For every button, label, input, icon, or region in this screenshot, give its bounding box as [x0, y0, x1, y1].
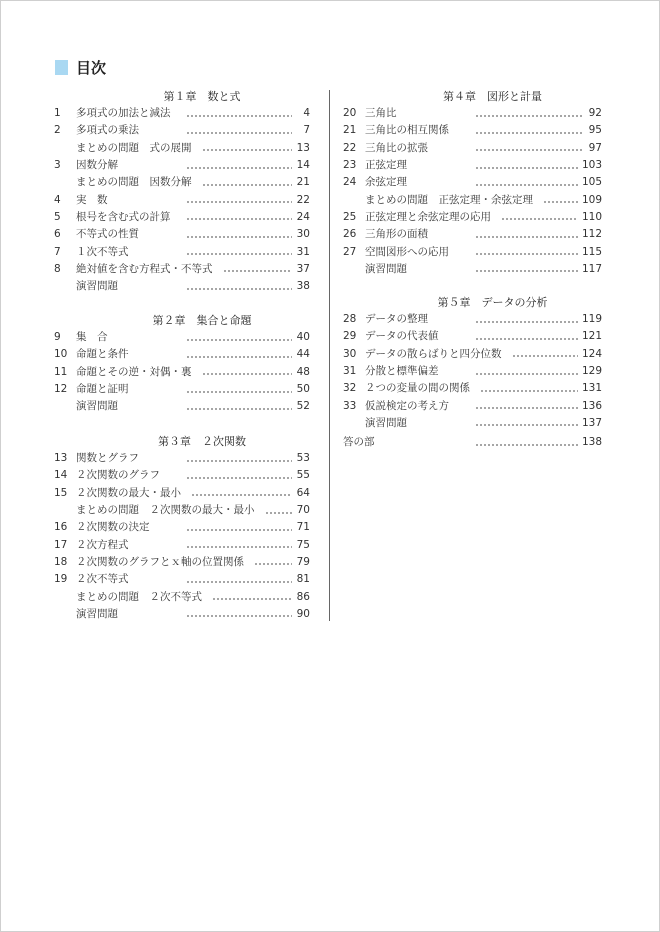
toc-entry[interactable] — [343, 346, 602, 363]
column-divider — [329, 90, 330, 621]
toc-entry[interactable] — [343, 243, 602, 260]
toc-entry[interactable] — [343, 328, 602, 345]
entry-title: 因数分解 — [76, 159, 118, 172]
entry-title: 演習問題 — [76, 400, 118, 413]
entry-title: データの散らばりと四分位数 — [365, 347, 502, 360]
dot-leader — [480, 390, 578, 392]
entry-number: 31 — [343, 365, 357, 378]
toc-entry[interactable] — [343, 105, 602, 122]
chapter-section — [343, 88, 602, 278]
dot-leader — [501, 218, 578, 220]
toc-entry[interactable] — [54, 536, 310, 553]
toc-entry[interactable] — [343, 434, 602, 451]
toc-entry[interactable] — [54, 588, 310, 605]
entry-title: 答の部 — [343, 436, 375, 449]
entry-number: 19 — [54, 573, 68, 586]
entry-title: ２次関数の最大・最小 — [76, 486, 181, 499]
toc-entry[interactable] — [343, 174, 602, 191]
entry-page: 138 — [581, 436, 602, 449]
chapter-heading: 第３章 ２次関数 — [158, 435, 246, 448]
toc-entry[interactable] — [54, 346, 310, 363]
toc-entry[interactable] — [343, 140, 602, 157]
dot-leader — [186, 615, 292, 617]
entry-title: 命題と条件 — [76, 348, 129, 361]
toc-entry[interactable] — [54, 174, 310, 191]
entry-page: 24 — [296, 210, 310, 223]
toc-entry[interactable] — [54, 329, 310, 346]
entry-title: ２次不等式 — [76, 573, 129, 586]
entry-title: 演習問題 — [76, 607, 118, 620]
chapter-section — [54, 312, 310, 415]
entry-number: 2 — [54, 124, 61, 137]
entry-page: 64 — [296, 486, 310, 499]
toc-entry[interactable] — [54, 381, 310, 398]
entry-page: 119 — [581, 313, 602, 326]
entry-number: 30 — [343, 347, 357, 360]
entry-number: 21 — [343, 124, 357, 137]
entry-number: 27 — [343, 245, 357, 258]
entry-title: 正弦定理 — [365, 159, 407, 172]
entry-page: 14 — [296, 159, 310, 172]
entry-title: 根号を含む式の計算 — [76, 210, 171, 223]
entry-title: 三角比の相互関係 — [365, 124, 449, 137]
page-title: 目次 — [76, 59, 107, 77]
dot-leader — [475, 132, 584, 134]
entry-title: まとめの問題 ２次不等式 — [76, 590, 202, 603]
entry-number: 25 — [343, 210, 357, 223]
entry-page: 124 — [581, 347, 602, 360]
toc-entry[interactable] — [54, 364, 310, 381]
dot-leader — [186, 201, 292, 203]
entry-title: 三角比の拡張 — [365, 141, 428, 154]
entry-title: 命題とその逆・対偶・裏 — [76, 365, 192, 378]
dot-leader — [202, 184, 293, 186]
entry-page: 105 — [581, 176, 602, 189]
dot-leader — [186, 460, 292, 462]
toc-entry[interactable] — [54, 226, 310, 243]
entry-page: 79 — [296, 555, 310, 568]
dot-leader — [186, 356, 292, 358]
chapter-heading: 第１章 数と式 — [163, 90, 241, 103]
entry-number: 20 — [343, 107, 357, 120]
dot-leader — [475, 373, 578, 375]
entry-number: 16 — [54, 521, 68, 534]
toc-entry[interactable] — [54, 261, 310, 278]
entry-title: 演習問題 — [76, 280, 118, 293]
entry-number: 26 — [343, 228, 357, 241]
toc-entry[interactable] — [54, 278, 310, 295]
chapter-section — [343, 294, 602, 432]
entry-page: 75 — [296, 538, 310, 551]
dot-leader — [475, 338, 578, 340]
toc-entry[interactable] — [54, 157, 310, 174]
dot-leader — [475, 270, 578, 272]
chapter-section — [54, 433, 310, 623]
toc-entry[interactable] — [54, 191, 310, 208]
entry-title: 実 数 — [76, 193, 108, 206]
dot-leader — [186, 288, 292, 290]
entry-page: 112 — [581, 228, 602, 241]
entry-title: 関数とグラフ — [76, 452, 139, 465]
dot-leader — [186, 115, 292, 117]
dot-leader — [186, 408, 292, 410]
toc-entry[interactable] — [54, 519, 310, 536]
dot-leader — [543, 201, 578, 203]
chapter-section — [54, 88, 310, 295]
entry-title: 絶対値を含む方程式・不等式 — [76, 262, 213, 275]
entry-number: 7 — [54, 245, 61, 258]
entry-page: 30 — [296, 228, 310, 241]
entry-title: 三角比 — [365, 107, 397, 120]
toc-title — [55, 57, 106, 78]
entry-title: データの整理 — [365, 313, 428, 326]
toc-entry[interactable] — [54, 467, 310, 484]
entry-page: 103 — [581, 159, 602, 172]
chapter-heading: 第２章 集合と命題 — [152, 314, 252, 327]
entry-page: 115 — [581, 245, 602, 258]
dot-leader — [186, 529, 292, 531]
dot-leader — [475, 253, 578, 255]
dot-leader — [475, 321, 578, 323]
entry-title: 命題と証明 — [76, 383, 129, 396]
entry-title: 余弦定理 — [365, 176, 407, 189]
toc-entry[interactable] — [343, 397, 602, 414]
entry-number: 4 — [54, 193, 61, 206]
entry-page: 71 — [296, 521, 310, 534]
entry-title: 集 合 — [76, 331, 108, 344]
dot-leader — [191, 494, 292, 496]
toc-entry[interactable] — [343, 415, 602, 432]
entry-title: 多項式の乗法 — [76, 124, 139, 137]
dot-leader — [512, 355, 578, 357]
dot-leader — [186, 236, 292, 238]
entry-number: 12 — [54, 383, 68, 396]
entry-number: 33 — [343, 399, 357, 412]
entry-title: ２つの変量の間の関係 — [365, 382, 470, 395]
toc-entry[interactable] — [54, 571, 310, 588]
dot-leader — [254, 563, 292, 565]
entry-title: ２次方程式 — [76, 538, 129, 551]
chapter-section — [343, 434, 602, 451]
entry-title: ２次関数の決定 — [76, 521, 150, 534]
dot-leader — [475, 444, 578, 446]
toc-entry[interactable] — [54, 243, 310, 260]
entry-page: 131 — [581, 382, 602, 395]
toc-entry[interactable] — [54, 450, 310, 467]
dot-leader — [475, 167, 578, 169]
dot-leader — [186, 132, 292, 134]
entry-page: 109 — [581, 193, 602, 206]
entry-page: 81 — [296, 573, 310, 586]
toc-entry[interactable] — [54, 398, 310, 415]
toc-entry[interactable] — [343, 380, 602, 397]
entry-number: 24 — [343, 176, 357, 189]
entry-page: 121 — [581, 330, 602, 343]
entry-page: 136 — [581, 399, 602, 412]
dot-leader — [186, 253, 292, 255]
toc-entry[interactable] — [343, 191, 602, 208]
dot-leader — [186, 339, 292, 341]
entry-page: 92 — [588, 107, 602, 120]
entry-title: １次不等式 — [76, 245, 129, 258]
dot-leader — [186, 391, 292, 393]
entry-number: 6 — [54, 228, 61, 241]
toc-entry[interactable] — [54, 122, 310, 139]
toc-entry[interactable] — [54, 554, 310, 571]
entry-title: データの代表値 — [365, 330, 439, 343]
entry-number: 9 — [54, 331, 61, 344]
entry-page: 21 — [296, 176, 310, 189]
dot-leader — [202, 373, 293, 375]
dot-leader — [223, 270, 293, 272]
dot-leader — [475, 184, 578, 186]
entry-title: 仮説検定の考え方 — [365, 399, 449, 412]
entry-number: 1 — [54, 107, 61, 120]
entry-number: 23 — [343, 159, 357, 172]
entry-number: 5 — [54, 210, 61, 223]
entry-number: 28 — [343, 313, 357, 326]
entry-page: 4 — [303, 107, 310, 120]
dot-leader — [186, 546, 292, 548]
entry-page: 40 — [296, 331, 310, 344]
dot-leader — [265, 512, 293, 514]
toc-entry[interactable] — [54, 606, 310, 623]
entry-title: ２次関数のグラフとｘ軸の位置関係 — [76, 555, 244, 568]
dot-leader — [186, 477, 292, 479]
entry-page: 37 — [296, 262, 310, 275]
entry-title: 不等式の性質 — [76, 228, 139, 241]
entry-number: 3 — [54, 159, 61, 172]
dot-leader — [475, 149, 584, 151]
toc-entry[interactable] — [343, 122, 602, 139]
entry-page: 86 — [296, 590, 310, 603]
entry-title: 三角形の面積 — [365, 228, 428, 241]
entry-page: 70 — [296, 504, 310, 517]
toc-entry[interactable] — [54, 140, 310, 157]
toc-entry[interactable] — [54, 502, 310, 519]
toc-entry[interactable] — [54, 209, 310, 226]
chapter-heading: 第５章 データの分析 — [437, 296, 548, 309]
entry-page: 13 — [296, 141, 310, 154]
entry-page: 22 — [296, 193, 310, 206]
entry-page: 48 — [296, 365, 310, 378]
dot-leader — [212, 598, 292, 600]
entry-number: 18 — [54, 555, 68, 568]
entry-page: 129 — [581, 365, 602, 378]
entry-title: 分散と標準偏差 — [365, 365, 439, 378]
entry-number: 32 — [343, 382, 357, 395]
toc-entry[interactable] — [54, 105, 310, 122]
entry-page: 55 — [296, 469, 310, 482]
entry-title: 正弦定理と余弦定理の応用 — [365, 210, 491, 223]
entry-title: まとめの問題 ２次関数の最大・最小 — [76, 504, 255, 517]
entry-number: 17 — [54, 538, 68, 551]
dot-leader — [475, 424, 578, 426]
entry-number: 14 — [54, 469, 68, 482]
entry-page: 53 — [296, 452, 310, 465]
toc-entry[interactable] — [343, 363, 602, 380]
entry-title: まとめの問題 式の展開 — [76, 141, 192, 154]
chapter-heading: 第４章 図形と計量 — [443, 90, 542, 103]
entry-title: 空間図形への応用 — [365, 245, 449, 258]
entry-page: 44 — [296, 348, 310, 361]
entry-page: 50 — [296, 383, 310, 396]
toc-entry[interactable] — [343, 157, 602, 174]
entry-number: 22 — [343, 141, 357, 154]
entry-page: 90 — [296, 607, 310, 620]
entry-number: 11 — [54, 365, 68, 378]
dot-leader — [186, 218, 292, 220]
entry-page: 95 — [588, 124, 602, 137]
entry-title: ２次関数のグラフ — [76, 469, 160, 482]
entry-page: 52 — [296, 400, 310, 413]
entry-page: 31 — [296, 245, 310, 258]
toc-entry[interactable] — [54, 485, 310, 502]
entry-title: 演習問題 — [365, 416, 407, 429]
toc-entry[interactable] — [343, 261, 602, 278]
dot-leader — [475, 236, 578, 238]
toc-entry[interactable] — [343, 226, 602, 243]
dot-leader — [475, 115, 584, 117]
entry-page: 7 — [303, 124, 310, 137]
dot-leader — [186, 167, 292, 169]
entry-number: 8 — [54, 262, 61, 275]
entry-number: 10 — [54, 348, 68, 361]
entry-number: 29 — [343, 330, 357, 343]
entry-page: 38 — [296, 280, 310, 293]
entry-title: 演習問題 — [365, 262, 407, 275]
entry-page: 110 — [581, 210, 602, 223]
entry-number: 15 — [54, 486, 68, 499]
entry-title: まとめの問題 因数分解 — [76, 176, 192, 189]
dot-leader — [186, 581, 292, 583]
dot-leader — [202, 149, 293, 151]
entry-page: 137 — [581, 416, 602, 429]
entry-number: 13 — [54, 452, 68, 465]
toc-entry[interactable] — [343, 209, 602, 226]
entry-title: まとめの問題 正弦定理・余弦定理 — [365, 193, 533, 206]
entry-page: 117 — [581, 262, 602, 275]
dot-leader — [475, 407, 578, 409]
entry-title: 多項式の加法と減法 — [76, 107, 171, 120]
title-marker-icon — [55, 60, 68, 75]
entry-page: 97 — [588, 141, 602, 154]
toc-entry[interactable] — [343, 311, 602, 328]
